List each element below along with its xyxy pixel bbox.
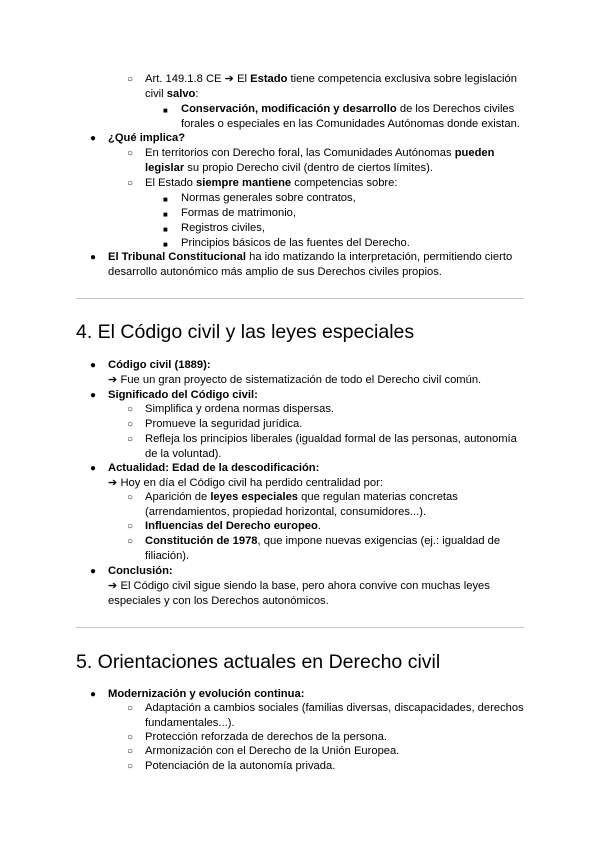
- text-line: de la voluntad).: [145, 448, 222, 460]
- disc-bullet: ●: [90, 463, 97, 474]
- text-line: Potenciación de la autonomía privada.: [145, 760, 336, 772]
- text-line: Art. 149.1.8 CE ➔ El Estado tiene competencia exclusiva sobre legislación: [145, 73, 517, 85]
- text-line: Actualidad: Edad de la descodificación:: [108, 462, 320, 474]
- text-line: Influencias del Derecho europeo.: [145, 520, 321, 532]
- text-line: Normas generales sobre contratos,: [181, 192, 356, 204]
- disc-bullet: ●: [90, 689, 97, 700]
- text-line: Registros civiles,: [181, 222, 265, 234]
- text-line: Aparición de leyes especiales que regulan materias concretas: [145, 491, 458, 503]
- text-line: Armonización con el Derecho de la Unión Europea.: [145, 745, 400, 757]
- circle-bullet: ○: [127, 492, 134, 503]
- text-line: Formas de matrimonio,: [181, 207, 297, 219]
- circle-bullet: ○: [127, 761, 134, 772]
- text-line: Código civil (1889):: [108, 359, 211, 371]
- circle-bullet: ○: [127, 732, 134, 743]
- text-line: Promueve la seguridad jurídica.: [145, 418, 303, 430]
- circle-bullet: ○: [127, 703, 134, 714]
- text-line: especiales y con los Derechos autonómicos.: [108, 595, 329, 607]
- disc-bullet: ●: [90, 390, 97, 401]
- text-line: fundamentales...).: [145, 717, 235, 729]
- divider: [76, 627, 524, 628]
- circle-bullet: ○: [127, 536, 134, 547]
- divider: [76, 298, 524, 299]
- text-line: ➔ Hoy en día el Código civil ha perdido centralidad por:: [108, 477, 383, 489]
- text-line: Adaptación a cambios sociales (familias diversas, discapacidades, derechos: [145, 702, 524, 714]
- disc-bullet: ●: [90, 360, 97, 371]
- heading-section-4: 4. El Código civil y las leyes especiales: [76, 321, 415, 343]
- text-line: Conclusión:: [108, 565, 173, 577]
- text-line: Principios básicos de las fuentes del Derecho.: [181, 237, 410, 249]
- disc-bullet: ●: [90, 133, 97, 144]
- circle-bullet: ○: [127, 521, 134, 532]
- text-line: ➔ El Código civil sigue siendo la base, pero ahora convive con muchas leyes: [108, 580, 490, 592]
- circle-bullet: ○: [127, 404, 134, 415]
- disc-bullet: ●: [90, 252, 97, 263]
- square-bullet: ■: [163, 210, 168, 219]
- text-line: forales o especiales en las Comunidades Autónomas donde existan.: [181, 118, 520, 130]
- circle-bullet: ○: [127, 74, 134, 85]
- text-line: Modernización y evolución continua:: [108, 688, 305, 700]
- text-line: El Estado siempre mantiene competencias sobre:: [145, 177, 398, 189]
- circle-bullet: ○: [127, 746, 134, 757]
- text-line: En territorios con Derecho foral, las Comunidades Autónomas pueden: [145, 147, 495, 159]
- circle-bullet: ○: [127, 148, 134, 159]
- circle-bullet: ○: [127, 434, 134, 445]
- text-line: (arrendamientos, propiedad horizontal, consumidores...).: [145, 506, 427, 518]
- text-line: legislar su propio Derecho civil (dentro de ciertos límites).: [145, 162, 433, 174]
- text-line: Constitución de 1978, que impone nuevas exigencias (ej.: igualdad de: [145, 535, 501, 547]
- square-bullet: ■: [163, 106, 168, 115]
- text-line: El Tribunal Constitucional ha ido matizando la interpretación, permitiendo cierto: [108, 251, 513, 263]
- square-bullet: ■: [163, 195, 168, 204]
- circle-bullet: ○: [127, 178, 134, 189]
- circle-bullet: ○: [127, 419, 134, 430]
- square-bullet: ■: [163, 240, 168, 249]
- text-line: Conservación, modificación y desarrollo de los Derechos civiles: [181, 103, 515, 115]
- text-line: Significado del Código civil:: [108, 389, 258, 401]
- text-line: civil salvo:: [145, 88, 199, 100]
- disc-bullet: ●: [90, 566, 97, 577]
- text-line: ➔ Fue un gran proyecto de sistematización de todo el Derecho civil común.: [108, 374, 482, 386]
- square-bullet: ■: [163, 225, 168, 234]
- text-line: ¿Qué implica?: [108, 132, 186, 144]
- text-line: desarrollo autonómico más amplio de sus Derechos civiles propios.: [108, 266, 442, 278]
- text-line: Simplifica y ordena normas dispersas.: [145, 403, 335, 415]
- text-line: Refleja los principios liberales (igualdad formal de las personas, autonomía: [145, 433, 517, 445]
- text-line: filiación).: [145, 550, 190, 562]
- heading-section-5: 5. Orientaciones actuales en Derecho civil: [76, 651, 441, 673]
- text-line: Protección reforzada de derechos de la persona.: [145, 731, 387, 743]
